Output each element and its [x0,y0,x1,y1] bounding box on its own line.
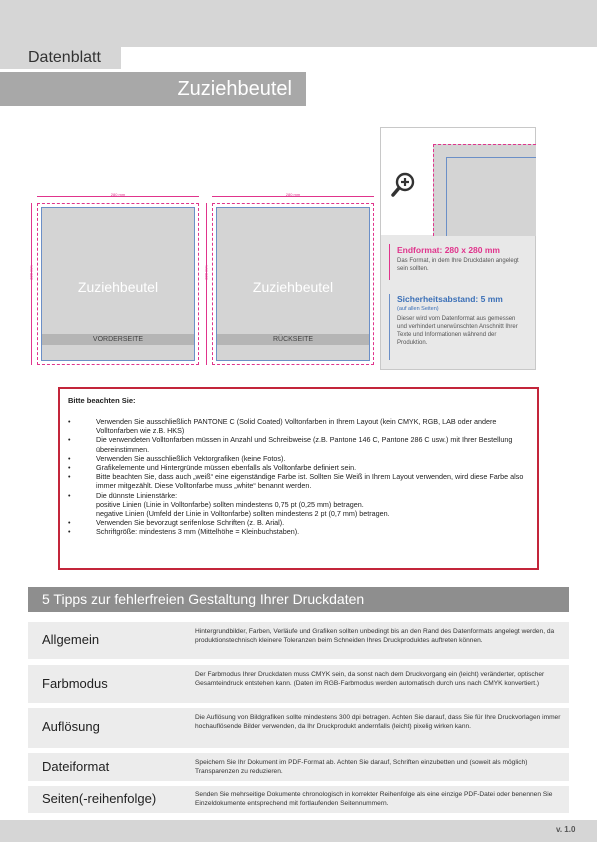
notice-list [68,417,528,537]
notice-item: • Bitte beachten Sie, dass auch „weiß“ eine eigenständige Farbe ist. Sollten Sie Weiß in Ihrem Layout verwenden, wird diese Farbe also immer mitgezählt. Diese Volltonfarbe muss „white“ benannt werden. [68,472,528,490]
safety-marker [389,294,390,360]
back-bag-title: Zuziehbeutel [252,279,334,295]
tips-title: 5 Tipps zur fehlerfreien Gestaltung Ihrer Druckdaten [42,591,365,607]
tip-label: Dateiformat [42,759,110,774]
zoom-in-icon [391,172,417,198]
endformat-description: Das Format, in dem Ihre Druckdaten angelegt sein sollten. [397,258,519,272]
notice-subitem: negative Linien (Umfeld der Linie in Volltonfarbe) sollten mindestens 2 pt (0,7 mm) betragen. [96,509,390,519]
front-bag-title: Zuziehbeutel [77,279,159,295]
tip-label: Farbmodus [42,676,108,691]
notice-subitem: positive Linien (Linie in Volltonfarbe) sollten mindestens 0,75 pt (0,25 mm) betragen. [96,499,364,509]
safety-subtitle: (auf allen Seiten) [397,306,439,312]
notice-item: • Die dünnste Linienstärke: [68,491,528,500]
safety-title: Sicherheitsabstand: 5 mm [397,294,503,304]
tip-label: Seiten(-reihenfolge) [42,791,157,806]
tip-label: Allgemein [42,632,100,647]
front-bag-side-label: VORDERSEITE [42,334,194,345]
document-type-label: Datenblatt [0,47,121,69]
endformat-marker [389,244,390,280]
tip-text: Hintergrundbilder, Farben, Verläufe und Grafiken sollten unbedingt bis an den Rand des Datenformats angelegt werden, da produktionstechnisch kleinere Toleranzen beim Schneiden Ihres Druckproduktes auftreten können. [195,628,555,644]
tip-text: Senden Sie mehrseitige Dokumente chronologisch in korrekter Reihenfolge als eine einzige PDF-Datei oder benennen Sie Einzeldokumente entsprechend mit fortlaufenden Seitennummern. [195,791,553,807]
notice-heading: Bitte beachten Sie: [68,396,136,405]
tip-text: Die Auflösung von Bildgrafiken sollte mindestens 300 dpi betragen. Achten Sie darauf, dass Sie für Ihre Druckvorlagen immer hochauflösende Bilder verwenden, da Ihr Druckprodukt andernfalls (leicht) pixelig wirken kann. [195,714,561,730]
endformat-title: Endformat: 280 x 280 mm [397,245,500,255]
corner-detail-safety-line [446,157,536,236]
notice-item: • Verwenden Sie ausschließlich PANTONE C (Solid Coated) Volltonfarben in Ihrem Layout (kein CMYK, RGB, LAB oder andere Volltonfarben wie z.B. HKS) [68,417,528,435]
version-label: v. 1.0 [556,825,576,834]
front-width-label: 280 mm [110,192,126,197]
page-title: Zuziehbeutel [177,78,292,100]
notice-item: • Schriftgröße: mindestens 3 mm (Mittelhöhe = Kleinbuchstaben). [68,527,528,536]
safety-description: Dieser wird vom Datenformat aus gemessen und verhindert unerwünschten Anschnitt Ihrer Texte und Informationen während der Produktion. [397,316,518,346]
bottom-bar [0,820,597,842]
notice-item: • Grafikelemente und Hintergründe müssen ebenfalls als Volltonfarbe definiert sein. [68,463,528,472]
front-bag-template [37,203,199,365]
back-bag-side-label: RÜCKSEITE [217,334,369,345]
tip-label: Auflösung [42,719,100,734]
tip-text: Speichern Sie Ihr Dokument im PDF-Format ab. Achten Sie darauf, Schriften einzubetten und (soweit als möglich) Transparenzen zu reduzieren. [195,759,528,775]
tip-text: Der Farbmodus Ihrer Druckdaten muss CMYK sein, da sonst nach dem Druckvorgang ein (leicht) veränderter, optischer Gesamteindruck entstehen kann. (Daten im RGB-Farbmodus werden automatisch durch uns nach CMYK konvertiert.) [195,671,545,687]
notice-item: • Verwenden Sie bevorzugt serifenlose Schriften (z. B. Arial). [68,518,528,527]
top-bar [0,0,597,47]
back-bag-template [212,203,374,365]
back-height-label: 280 mm [203,265,209,280]
notice-item: • Die verwendeten Volltonfarben müssen in Anzahl und Schreibweise (z.B. Pantone 146 C, Pantone 286 C usw.) mit Ihrer Bestellung übereinstimmen. [68,435,528,453]
front-height-label: 280 mm [28,265,34,280]
notice-item: • Verwenden Sie ausschließlich Vektorgrafiken (keine Fotos). [68,454,528,463]
back-width-label: 280 mm [285,192,301,197]
